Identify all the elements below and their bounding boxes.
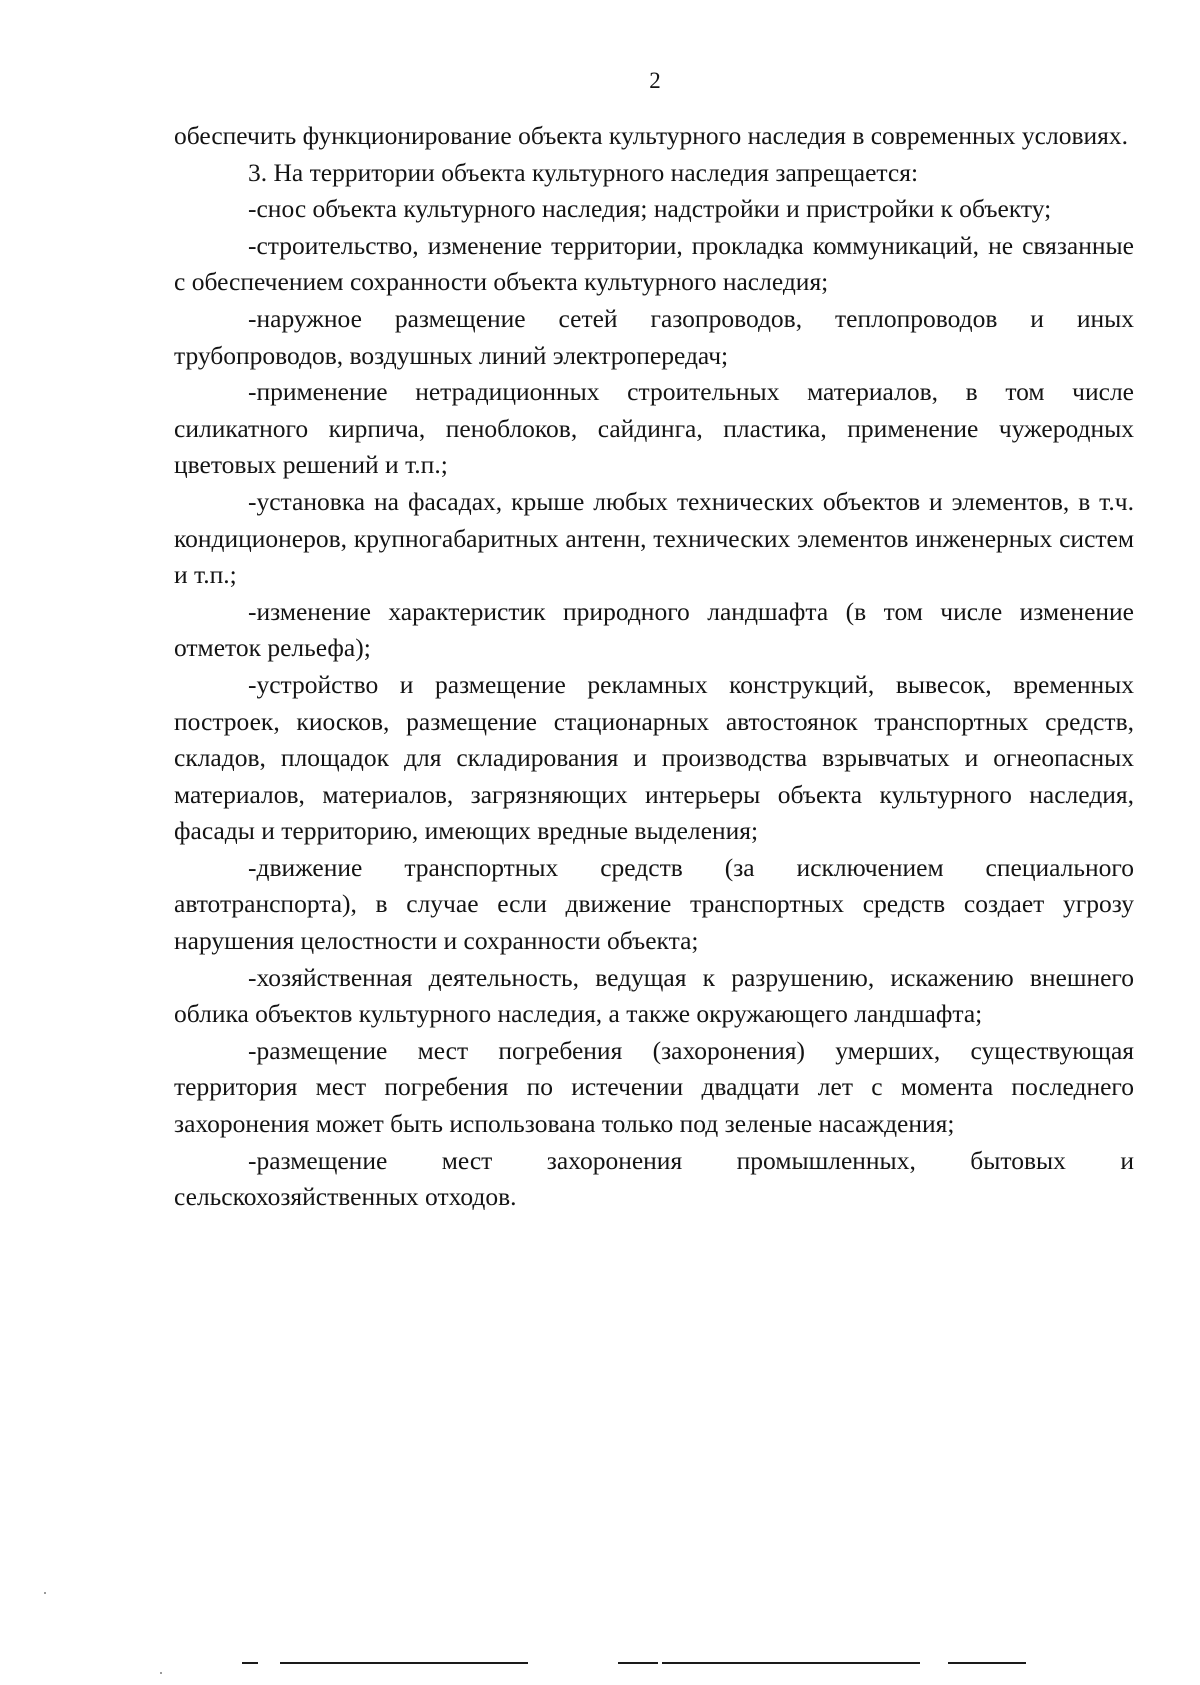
list-item-burials: -размещение мест погребения (захоронения) умерших, существующая территория мест погребения по истечении двадцати лет с момента последнего захоронения может быть использована только под зеленые насаждения; [174, 1035, 1134, 1139]
list-item-pipelines: -наружное размещение сетей газопроводов, теплопроводов и иных трубопроводов, воздушных линий электропередач; [174, 303, 1134, 370]
paragraph-continuation: обеспечить функционирование объекта культурного наследия в современных условиях. [174, 121, 1129, 150]
list-item-economic-activity: -хозяйственная деятельность, ведущая к разрушению, искажению внешнего облика объектов культурного наследия, а также окружающего ландшафта; [174, 962, 1134, 1029]
footer-dash [948, 1662, 1026, 1664]
list-item-waste: -размещение мест захоронения промышленных, бытовых и сельскохозяйственных отходов. [174, 1145, 1134, 1212]
footer-dash [242, 1662, 258, 1664]
scan-speck [44, 1592, 46, 1594]
list-item-advertising: -устройство и размещение рекламных конструкций, вывесок, временных построек, киосков, размещение стационарных автостоянок транспортных средств, складов, площадок для складирования и производства взрывчатых и огнеопасных материалов, материалов, загрязняющих интерьеры объекта культурного наследия, фасады и территорию, имеющих вредные выделения; [174, 669, 1134, 846]
list-item-traffic: -движение транспортных средств (за исключением специального автотранспорта), в случае если движение транспортных средств создает угрозу нарушения целостности и сохранности объекта; [174, 852, 1134, 956]
scan-speck [160, 1672, 162, 1674]
document-body [174, 118, 1134, 1216]
paragraph-section-3-heading: 3. На территории объекта культурного наследия запрещается: [248, 157, 919, 187]
footer-scan-lines [0, 1662, 1200, 1666]
list-item-technical-objects: -установка на фасадах, крыше любых технических объектов и элементов, в т.ч. кондиционеров, крупногабаритных антенн, технических элементов инженерных систем и т.п.; [174, 486, 1134, 590]
page-number: 2 [649, 68, 661, 93]
list-item-demolition: -снос объекта культурного наследия; надстройки и пристройки к объекту; [248, 194, 1052, 224]
footer-rule-right [662, 1662, 920, 1664]
footer-dash [618, 1662, 658, 1664]
list-item-construction: -строительство, изменение территории, прокладка коммуникаций, не связанные с обеспечением сохранности объекта культурного наследия; [174, 230, 1134, 297]
footer-rule-left [280, 1662, 528, 1664]
list-item-landscape: -изменение характеристик природного ландшафта (в том числе изменение отметок рельефа); [174, 596, 1134, 663]
list-item-materials: -применение нетрадиционных строительных материалов, в том числе силикатного кирпича, пеноблоков, сайдинга, пластика, применение чужеродных цветовых решений и т.п.; [174, 377, 1134, 480]
